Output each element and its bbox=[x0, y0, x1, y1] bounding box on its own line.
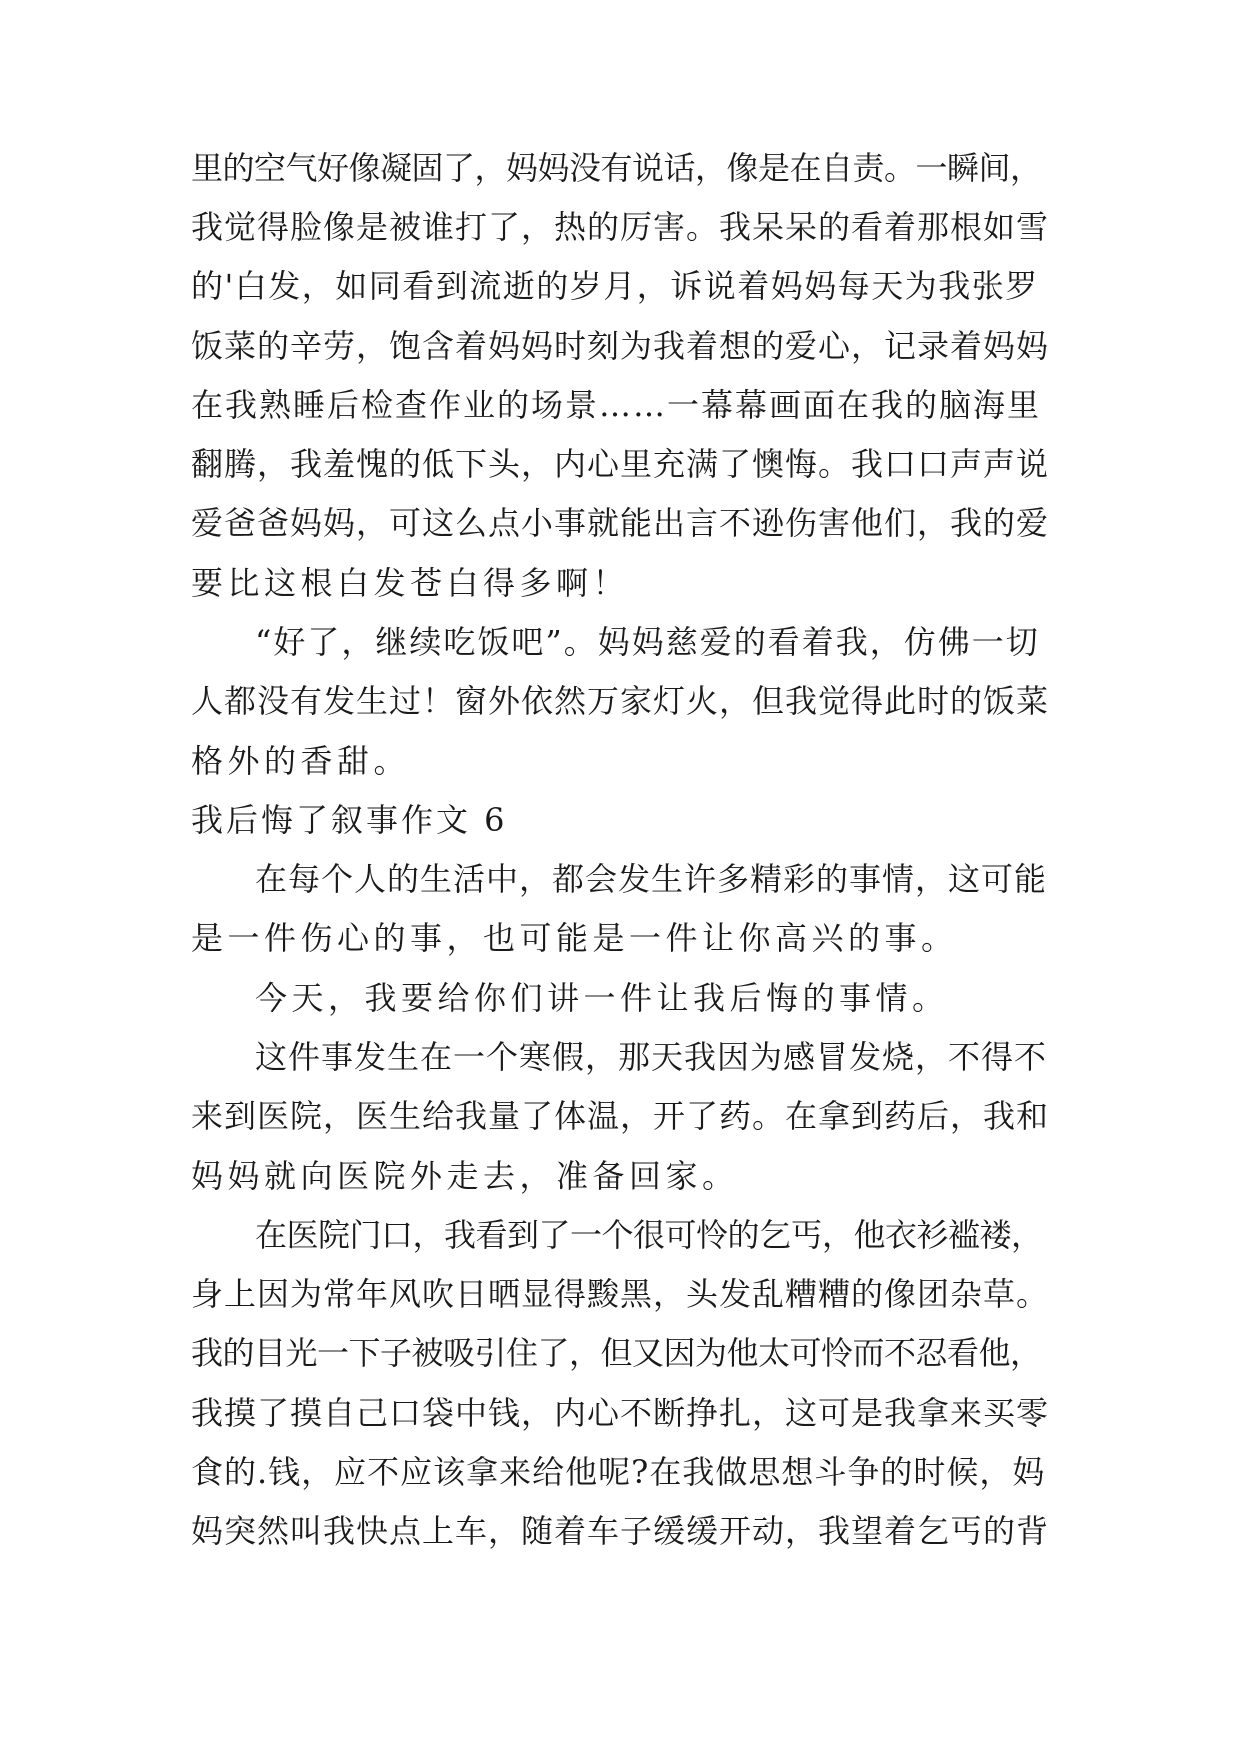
text-line: 饭菜的辛劳，饱含着妈妈时刻为我着想的爱心，记录着妈妈 bbox=[191, 327, 1050, 365]
text-line: 要比这根白发苍白得多啊！ bbox=[191, 564, 630, 602]
text-line: 爱爸爸妈妈，可这么点小事就能出言不逊伤害他们，我的爱 bbox=[191, 504, 1050, 542]
text-line: 的'白发，如同看到流逝的岁月，诉说着妈妈每天为我张罗 bbox=[191, 267, 1039, 305]
text-line: 妈突然叫我快点上车，随着车子缓缓开动，我望着乞丐的背 bbox=[191, 1512, 1050, 1550]
text-line: 格外的香甜。 bbox=[191, 742, 411, 780]
text-line: 食的.钱，应不应该拿来给他呢?在我做思想斗争的时候，妈 bbox=[191, 1453, 1046, 1491]
text-line: 来到医院，医生给我量了体温，开了药。在拿到药后，我和 bbox=[191, 1097, 1050, 1135]
text-line: 翻腾，我羞愧的低下头，内心里充满了懊悔。我口口声声说 bbox=[191, 445, 1050, 483]
text-line: 人都没有发生过！窗外依然万家灯火，但我觉得此时的饭菜 bbox=[191, 682, 1050, 720]
text-line: 我摸了摸自己口袋中钱，内心不断挣扎，这可是我拿来买零 bbox=[191, 1394, 1050, 1432]
paragraph-first-line: 在医院门口，我看到了一个很可怜的乞丐，他衣衫褴褛， bbox=[255, 1216, 1043, 1254]
text-line: 妈妈就向医院外走去，准备回家。 bbox=[191, 1157, 739, 1195]
paragraph-first-line: “好了，继续吃饭吧”。妈妈慈爱的看着我，仿佛一切 bbox=[255, 623, 1040, 661]
paragraph-first-line: 今天，我要给你们讲一件让我后悔的事情。 bbox=[255, 979, 949, 1017]
paragraph-first-line: 这件事发生在一个寒假，那天我因为感冒发烧，不得不 bbox=[255, 1038, 1048, 1076]
text-line: 是一件伤心的事，也可能是一件让你高兴的事。 bbox=[191, 919, 958, 957]
text-line: 在我熟睡后检查作业的场景……一幕幕画面在我的脑海里 bbox=[191, 386, 1042, 424]
text-line: 我觉得脸像是被谁打了，热的厉害。我呆呆的看着那根如雪 bbox=[191, 208, 1050, 246]
text-line: 我的目光一下子被吸引住了，但又因为他太可怜而不忍看他， bbox=[191, 1334, 1042, 1372]
section-heading: 我后悔了叙事作文 6 bbox=[191, 801, 508, 839]
text-line: 里的空气好像凝固了，妈妈没有说话，像是在自责。一瞬间， bbox=[191, 149, 1042, 187]
paragraph-first-line: 在每个人的生活中，都会发生许多精彩的事情，这可能 bbox=[255, 860, 1048, 898]
text-line: 身上因为常年风吹日晒显得黢黑，头发乱糟糟的像团杂草。 bbox=[191, 1275, 1050, 1313]
